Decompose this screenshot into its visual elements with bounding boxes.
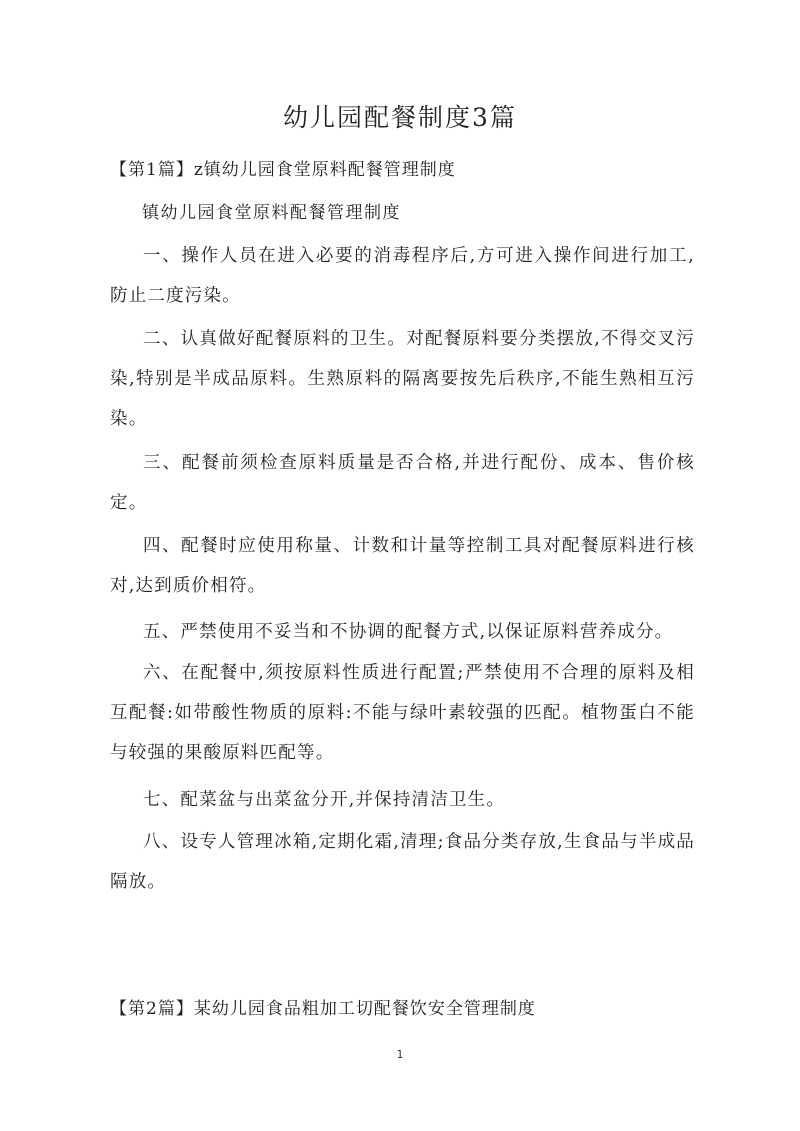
paragraph-5: 五、严禁使用不妥当和不协调的配餐方式,以保证原料营养成分。 (143, 622, 674, 642)
paragraph-3: 三、配餐前须检查原料质量是否合格,并进行配份、成本、售价核定。 (110, 453, 695, 513)
section-2-heading: 【第2篇】某幼儿园食品粗加工切配餐饮安全管理制度 (110, 999, 536, 1019)
paragraph-4: 四、配餐时应使用称量、计数和计量等控制工具对配餐原料进行核对,达到质价相符。 (110, 536, 695, 596)
section-1-heading: 【第1篇】z镇幼儿园食堂原料配餐管理制度 (110, 160, 456, 180)
paragraph-7: 七、配菜盆与出菜盆分开,并保持清洁卫生。 (143, 790, 506, 810)
paragraph-6: 六、在配餐中,须按原料性质进行配置;严禁使用不合理的原料及相互配餐:如带酸性物质的原料:不能与绿叶素较强的匹配。植物蛋白不能与较强的果酸原料匹配等。 (110, 663, 695, 763)
paragraph-8: 八、设专人管理冰箱,定期化霜,清理;食品分类存放,生食品与半成品隔放。 (110, 832, 695, 892)
page-number: 1 (396, 1048, 404, 1061)
paragraph-2: 二、认真做好配餐原料的卫生。对配餐原料要分类摆放,不得交叉污染,特别是半成品原料。生熟原料的隔离要按先后秩序,不能生熟相互污染。 (110, 329, 695, 429)
document-title: 幼儿园配餐制度3篇 (283, 103, 517, 132)
section-1-subtitle: 镇幼儿园食堂原料配餐管理制度 (142, 203, 401, 223)
paragraph-1: 一、操作人员在进入必要的消毒程序后,方可进入操作间进行加工,防止二度污染。 (110, 246, 695, 306)
